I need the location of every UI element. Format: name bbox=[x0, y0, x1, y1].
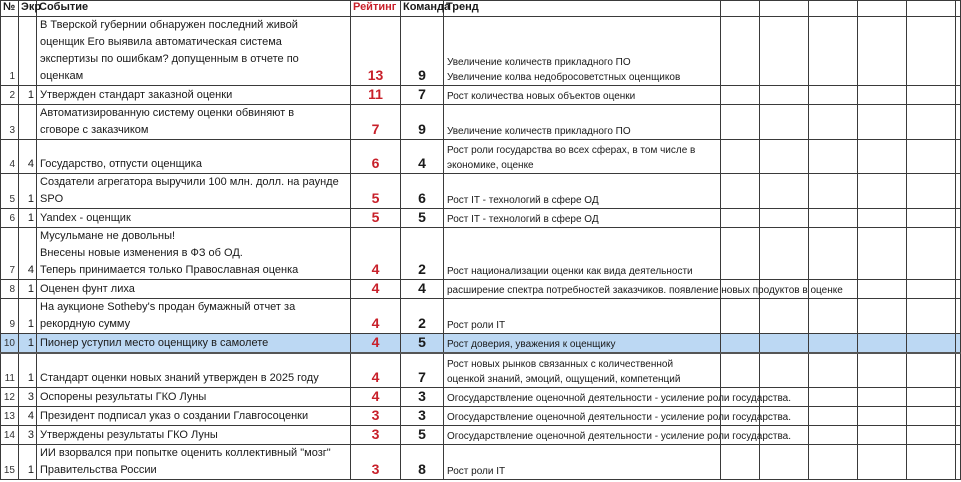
cell-empty[interactable] bbox=[956, 387, 961, 406]
cell-empty[interactable] bbox=[907, 406, 956, 425]
cell-empty[interactable] bbox=[907, 299, 956, 334]
event-text-line: Автоматизированную систему оценки обвиняют в bbox=[40, 107, 295, 119]
cell-team[interactable]: 3 bbox=[401, 387, 444, 406]
cell-ekr[interactable]: 1 bbox=[19, 299, 37, 334]
table-row[interactable] bbox=[1, 86, 961, 105]
cell-no[interactable]: 9 bbox=[1, 299, 19, 334]
table-row[interactable] bbox=[1, 425, 961, 444]
cell-empty[interactable] bbox=[956, 334, 961, 354]
event-text-line: На аукционе Sotheby's продан бумажный отчет за bbox=[40, 301, 296, 313]
table-row[interactable] bbox=[1, 209, 961, 228]
cell-empty[interactable] bbox=[956, 425, 961, 444]
header-no[interactable]: № bbox=[1, 1, 19, 17]
cell-empty[interactable] bbox=[956, 86, 961, 105]
event-text-line: Правительства России bbox=[40, 463, 157, 476]
cell-empty[interactable] bbox=[721, 105, 760, 140]
cell-empty[interactable] bbox=[858, 209, 907, 228]
cell-empty[interactable] bbox=[760, 228, 809, 280]
cell-event[interactable] bbox=[37, 17, 351, 86]
cell-rating[interactable]: 6 bbox=[351, 140, 401, 174]
cell-empty[interactable] bbox=[907, 209, 956, 228]
cell-empty[interactable] bbox=[858, 299, 907, 334]
cell-empty[interactable] bbox=[858, 334, 907, 354]
cell-empty[interactable] bbox=[809, 334, 858, 354]
table-row[interactable] bbox=[1, 17, 961, 86]
cell-empty[interactable] bbox=[809, 406, 858, 425]
cell-team[interactable]: 7 bbox=[401, 353, 444, 387]
cell-no[interactable]: 11 bbox=[1, 353, 19, 387]
cell-empty[interactable] bbox=[956, 140, 961, 174]
cell-empty[interactable] bbox=[907, 140, 956, 174]
cell-empty[interactable] bbox=[760, 17, 809, 86]
cell-rating[interactable]: 4 bbox=[351, 334, 401, 354]
trend-text-line: экономике, оценке bbox=[447, 160, 534, 171]
cell-empty[interactable] bbox=[809, 140, 858, 174]
cell-empty[interactable] bbox=[907, 105, 956, 140]
cell-empty[interactable] bbox=[760, 444, 809, 479]
cell-rating[interactable]: 3 bbox=[351, 425, 401, 444]
cell-trend[interactable] bbox=[444, 280, 843, 299]
cell-ekr[interactable]: 3 bbox=[19, 425, 37, 444]
cell-team[interactable]: 5 bbox=[401, 334, 444, 354]
cell-no[interactable]: 13 bbox=[1, 406, 19, 425]
cell-ekr[interactable]: 1 bbox=[19, 444, 37, 479]
header-empty-col[interactable] bbox=[760, 1, 809, 17]
cell-trend[interactable] bbox=[444, 387, 792, 406]
cell-event[interactable] bbox=[37, 444, 351, 479]
cell-empty[interactable] bbox=[956, 299, 961, 334]
cell-empty[interactable] bbox=[956, 174, 961, 209]
cell-empty[interactable] bbox=[721, 299, 760, 334]
event-text-line: Оспорены результаты ГКО Луны bbox=[40, 390, 207, 403]
cell-team[interactable]: 7 bbox=[401, 86, 444, 105]
cell-no[interactable]: 8 bbox=[1, 280, 19, 299]
cell-empty[interactable] bbox=[760, 105, 809, 140]
cell-ekr[interactable]: 4 bbox=[19, 406, 37, 425]
cell-empty[interactable] bbox=[956, 444, 961, 479]
table-row[interactable] bbox=[1, 174, 961, 209]
header-row bbox=[1, 1, 961, 17]
event-text-line: Мусульмане не довольны! bbox=[40, 230, 176, 242]
trend-text-line: Рост IT - технологий в сфере ОД bbox=[447, 195, 599, 206]
cell-ekr[interactable]: 4 bbox=[19, 228, 37, 280]
cell-event[interactable] bbox=[37, 105, 351, 140]
cell-trend[interactable] bbox=[444, 209, 721, 228]
cell-empty[interactable] bbox=[721, 228, 760, 280]
table-row[interactable] bbox=[1, 299, 961, 334]
cell-ekr[interactable]: 1 bbox=[19, 280, 37, 299]
cell-ekr[interactable]: 1 bbox=[19, 209, 37, 228]
cell-rating[interactable]: 3 bbox=[351, 444, 401, 479]
cell-empty[interactable] bbox=[907, 444, 956, 479]
cell-empty[interactable] bbox=[721, 140, 760, 174]
cell-empty[interactable] bbox=[907, 174, 956, 209]
cell-empty[interactable] bbox=[809, 425, 858, 444]
cell-rating[interactable]: 3 bbox=[351, 406, 401, 425]
cell-event[interactable] bbox=[37, 174, 351, 209]
event-text-line: рекордную сумму bbox=[40, 318, 131, 330]
cell-empty[interactable] bbox=[956, 228, 961, 280]
cell-empty[interactable] bbox=[809, 174, 858, 209]
cell-team[interactable]: 9 bbox=[401, 105, 444, 140]
table-row[interactable] bbox=[1, 387, 961, 406]
cell-ekr[interactable] bbox=[19, 17, 37, 86]
event-text-line: Внесены новые изменения в ФЗ об ОД. bbox=[40, 247, 243, 259]
cell-rating[interactable]: 4 bbox=[351, 387, 401, 406]
cell-rating[interactable]: 4 bbox=[351, 280, 401, 299]
cell-empty[interactable] bbox=[956, 406, 961, 425]
cell-ekr[interactable]: 1 bbox=[19, 174, 37, 209]
cell-empty[interactable] bbox=[858, 425, 907, 444]
event-text-line: Государство, отпусти оценщика bbox=[40, 158, 202, 170]
cell-rating[interactable]: 7 bbox=[351, 105, 401, 140]
cell-event[interactable] bbox=[37, 209, 351, 228]
header-empty-col[interactable] bbox=[858, 1, 907, 17]
table-row[interactable] bbox=[1, 334, 961, 354]
cell-no[interactable]: 15 bbox=[1, 444, 19, 479]
cell-empty[interactable] bbox=[858, 228, 907, 280]
trend-text-line: Огосударствление оценочной деятельности - усиление роли государства. bbox=[447, 392, 792, 404]
cell-empty[interactable] bbox=[809, 353, 858, 387]
event-text-line: В Тверской губернии обнаружен последний живой bbox=[40, 19, 298, 31]
cell-empty[interactable] bbox=[760, 174, 809, 209]
cell-ekr[interactable]: 1 bbox=[19, 353, 37, 387]
cell-team[interactable]: 3 bbox=[401, 406, 444, 425]
cell-empty[interactable] bbox=[907, 387, 956, 406]
header-ekr[interactable]: Экр bbox=[19, 1, 37, 17]
cell-no[interactable]: 1 bbox=[1, 17, 19, 86]
trend-text-line: Огосударствление оценочной деятельности - усиление роли государства. bbox=[447, 411, 792, 423]
event-text-line: экспертизы по ошибкам? допущенным в отчете по bbox=[40, 53, 299, 65]
cell-empty[interactable] bbox=[760, 353, 809, 387]
trend-text-line: расширение спектра потребностей заказчиков. появление новых продуктов в оценке bbox=[447, 285, 843, 296]
cell-empty[interactable] bbox=[760, 209, 809, 228]
trend-text-line: Рост доверия, уважения к оценщику bbox=[447, 339, 616, 350]
header-empty-col[interactable] bbox=[721, 1, 760, 17]
cell-empty[interactable] bbox=[809, 86, 858, 105]
cell-empty[interactable] bbox=[809, 299, 858, 334]
cell-team[interactable]: 2 bbox=[401, 299, 444, 334]
cell-trend[interactable] bbox=[444, 406, 792, 425]
cell-no[interactable]: 12 bbox=[1, 387, 19, 406]
trend-text-line: Рост национализации оценки как вида деятельности bbox=[447, 266, 693, 277]
cell-rating[interactable]: 4 bbox=[351, 299, 401, 334]
cell-team[interactable]: 5 bbox=[401, 425, 444, 444]
cell-no[interactable]: 14 bbox=[1, 425, 19, 444]
cell-ekr[interactable]: 1 bbox=[19, 334, 37, 354]
cell-rating[interactable]: 11 bbox=[351, 86, 401, 105]
event-text-line: Пионер уступил место оценщику в самолете bbox=[40, 337, 269, 349]
cell-empty[interactable] bbox=[721, 444, 760, 479]
cell-empty[interactable] bbox=[809, 17, 858, 86]
header-empty-col[interactable] bbox=[956, 1, 961, 17]
event-text-line: ИИ взорвался при попытке оценить коллективный "мозг" bbox=[40, 446, 331, 459]
table-row[interactable] bbox=[1, 228, 961, 280]
cell-event[interactable] bbox=[37, 353, 351, 387]
trend-text-line: Рост новых рынков связанных с количественной bbox=[447, 358, 674, 370]
cell-empty[interactable] bbox=[760, 86, 809, 105]
table-row[interactable] bbox=[1, 140, 961, 174]
cell-trend[interactable] bbox=[444, 444, 721, 479]
cell-team[interactable]: 8 bbox=[401, 444, 444, 479]
cell-team[interactable]: 6 bbox=[401, 174, 444, 209]
cell-no[interactable]: 5 bbox=[1, 174, 19, 209]
cell-trend[interactable] bbox=[444, 425, 792, 444]
event-text-line: Стандарт оценки новых знаний утвержден в 2025 году bbox=[40, 371, 319, 384]
cell-no[interactable]: 10 bbox=[1, 334, 19, 354]
cell-rating[interactable]: 5 bbox=[351, 209, 401, 228]
event-text-line: сговоре с заказчиком bbox=[40, 124, 149, 136]
cell-event[interactable] bbox=[37, 140, 351, 174]
cell-empty[interactable] bbox=[858, 444, 907, 479]
table-row[interactable] bbox=[1, 444, 961, 479]
cell-empty[interactable] bbox=[907, 425, 956, 444]
table-row[interactable] bbox=[1, 353, 961, 387]
cell-event[interactable] bbox=[37, 334, 351, 354]
cell-no[interactable]: 4 bbox=[1, 140, 19, 174]
cell-event[interactable] bbox=[37, 299, 351, 334]
table-body bbox=[1, 17, 961, 480]
cell-no[interactable]: 7 bbox=[1, 228, 19, 280]
cell-event[interactable] bbox=[37, 228, 351, 280]
trend-text-line: Увеличение количеств прикладного ПО bbox=[447, 126, 631, 137]
cell-empty[interactable] bbox=[907, 17, 956, 86]
cell-rating[interactable]: 4 bbox=[351, 353, 401, 387]
cell-empty[interactable] bbox=[721, 17, 760, 86]
cell-empty[interactable] bbox=[858, 140, 907, 174]
cell-no[interactable]: 6 bbox=[1, 209, 19, 228]
header-rating[interactable]: Рейтинг bbox=[351, 1, 401, 17]
event-text-line: оценщик Его выявила автоматическая система bbox=[40, 36, 282, 48]
cell-empty[interactable] bbox=[956, 17, 961, 86]
cell-empty[interactable] bbox=[858, 280, 907, 299]
cell-empty[interactable] bbox=[956, 353, 961, 387]
cell-rating[interactable]: 5 bbox=[351, 174, 401, 209]
header-trend[interactable]: Тренд bbox=[444, 1, 721, 17]
cell-empty[interactable] bbox=[858, 174, 907, 209]
cell-team[interactable]: 4 bbox=[401, 280, 444, 299]
cell-empty[interactable] bbox=[907, 228, 956, 280]
cell-empty[interactable] bbox=[858, 17, 907, 86]
cell-rating[interactable]: 4 bbox=[351, 228, 401, 280]
cell-empty[interactable] bbox=[809, 444, 858, 479]
cell-empty[interactable] bbox=[721, 174, 760, 209]
trend-text-line: Рост роли IT bbox=[447, 320, 506, 331]
event-text-line: Утвержден стандарт заказной оценки bbox=[40, 89, 233, 101]
cell-ekr[interactable]: 4 bbox=[19, 140, 37, 174]
cell-ekr[interactable] bbox=[19, 105, 37, 140]
cell-trend[interactable] bbox=[444, 228, 721, 280]
cell-empty[interactable] bbox=[956, 105, 961, 140]
trend-text-line: Рост роли государства во всех сферах, в том числе в bbox=[447, 145, 696, 156]
header-empty-col[interactable] bbox=[907, 1, 956, 17]
cell-empty[interactable] bbox=[721, 334, 760, 354]
cell-empty[interactable] bbox=[721, 353, 760, 387]
table-row[interactable] bbox=[1, 406, 961, 425]
cell-empty[interactable] bbox=[907, 334, 956, 354]
cell-empty[interactable] bbox=[721, 86, 760, 105]
cell-trend[interactable] bbox=[444, 105, 721, 140]
table-row[interactable] bbox=[1, 105, 961, 140]
cell-empty[interactable] bbox=[858, 86, 907, 105]
trend-text-line: Увеличение количеств прикладного ПО bbox=[447, 57, 631, 68]
cell-team[interactable]: 4 bbox=[401, 140, 444, 174]
cell-event[interactable] bbox=[37, 280, 351, 299]
trend-text-line: Увеличение колва недобросоветстных оценщиков bbox=[447, 72, 681, 83]
cell-empty[interactable] bbox=[956, 209, 961, 228]
cell-team[interactable]: 5 bbox=[401, 209, 444, 228]
cell-empty[interactable] bbox=[907, 353, 956, 387]
trend-text-line: Рост IT - технологий в сфере ОД bbox=[447, 214, 599, 225]
header-event[interactable]: Событие bbox=[37, 1, 351, 17]
cell-empty[interactable] bbox=[760, 299, 809, 334]
trend-text-line: Огосударствление оценочной деятельности - усиление роли государства. bbox=[447, 430, 792, 442]
event-text-line: Yandex - оценщик bbox=[40, 212, 131, 224]
cell-empty[interactable] bbox=[809, 105, 858, 140]
cell-event[interactable] bbox=[37, 406, 351, 425]
cell-empty[interactable] bbox=[858, 406, 907, 425]
trend-text-line: оценкой знаний, эмоций, ощущений, компетенций bbox=[447, 373, 681, 385]
event-text-line: Теперь принимается только Православная оценка bbox=[40, 264, 299, 276]
cell-trend[interactable] bbox=[444, 140, 721, 174]
cell-team[interactable]: 9 bbox=[401, 17, 444, 86]
cell-ekr[interactable]: 3 bbox=[19, 387, 37, 406]
cell-empty[interactable] bbox=[760, 140, 809, 174]
cell-empty[interactable] bbox=[956, 280, 961, 299]
cell-trend[interactable] bbox=[444, 174, 721, 209]
event-text-line: Президент подписал указ о создании Главгосоценки bbox=[40, 409, 309, 422]
event-text-line: оценкам bbox=[40, 70, 84, 82]
event-text-line: Создатели агрегатора выручили 100 млн. долл. на раунде bbox=[40, 176, 339, 188]
cell-rating[interactable]: 13 bbox=[351, 17, 401, 86]
cell-empty[interactable] bbox=[809, 387, 858, 406]
cell-empty[interactable] bbox=[721, 209, 760, 228]
cell-trend[interactable] bbox=[444, 17, 721, 86]
header-team[interactable]: Команда bbox=[401, 1, 444, 17]
cell-no[interactable]: 2 bbox=[1, 86, 19, 105]
cell-team[interactable]: 2 bbox=[401, 228, 444, 280]
cell-event[interactable] bbox=[37, 86, 351, 105]
table-row[interactable] bbox=[1, 280, 961, 299]
trend-text-line: Рост количества новых объектов оценки bbox=[447, 91, 636, 102]
event-text-line: Утверждены результаты ГКО Луны bbox=[40, 428, 218, 441]
cell-empty[interactable] bbox=[809, 209, 858, 228]
cell-event[interactable] bbox=[37, 387, 351, 406]
event-text-line: SPO bbox=[40, 193, 64, 205]
cell-no[interactable]: 3 bbox=[1, 105, 19, 140]
header-empty-col[interactable] bbox=[809, 1, 858, 17]
cell-trend[interactable] bbox=[444, 353, 721, 387]
cell-empty[interactable] bbox=[809, 228, 858, 280]
cell-empty[interactable] bbox=[858, 353, 907, 387]
cell-trend[interactable] bbox=[444, 86, 721, 105]
cell-ekr[interactable]: 1 bbox=[19, 86, 37, 105]
trend-text-line: Рост роли IT bbox=[447, 465, 506, 477]
cell-empty[interactable] bbox=[858, 105, 907, 140]
cell-empty[interactable] bbox=[858, 387, 907, 406]
cell-event[interactable] bbox=[37, 425, 351, 444]
cell-trend[interactable] bbox=[444, 334, 721, 354]
cell-empty[interactable] bbox=[907, 280, 956, 299]
cell-empty[interactable] bbox=[907, 86, 956, 105]
cell-empty[interactable] bbox=[760, 334, 809, 354]
cell-trend[interactable] bbox=[444, 299, 721, 334]
event-text-line: Оценен фунт лиха bbox=[40, 283, 135, 295]
